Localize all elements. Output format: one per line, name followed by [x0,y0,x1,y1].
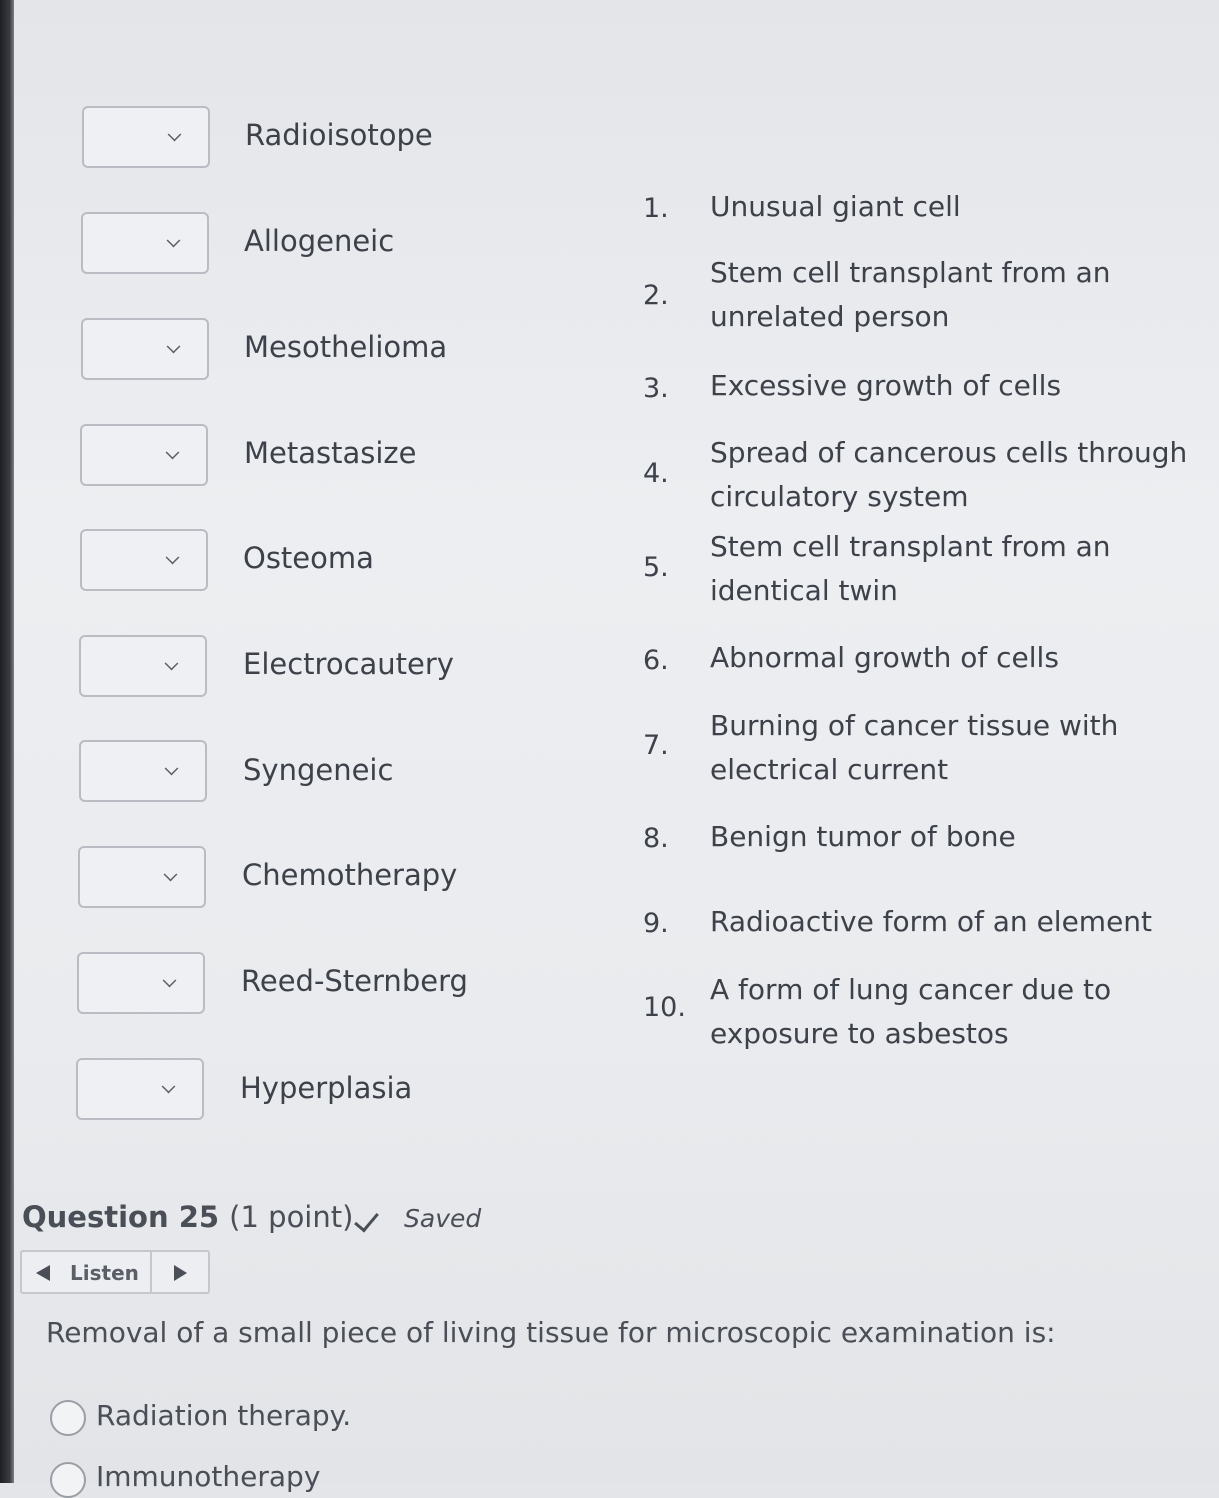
chevron-down-icon [164,868,178,882]
definition-number: 7. [643,730,669,761]
listen-button[interactable]: Listen [70,1261,139,1285]
play-icon[interactable] [174,1265,187,1281]
divider [150,1252,152,1292]
window-edge [0,0,14,1483]
chevron-down-icon [163,974,177,988]
chevron-down-icon [167,234,181,248]
chevron-down-icon [166,551,180,565]
chevron-down-icon [168,128,182,142]
chevron-down-icon [165,657,179,671]
definition-text: Benign tumor of bone [710,820,1016,853]
speaker-icon[interactable] [36,1265,50,1281]
chevron-down-icon [162,1080,176,1094]
definition-number: 4. [643,458,669,489]
definition-text: Abnormal growth of cells [710,641,1059,674]
question-points: (1 point) [229,1200,354,1234]
match-dropdown-7[interactable] [79,740,207,802]
definition-text: Excessive growth of cells [710,369,1062,402]
definition-number: 10. [643,992,686,1023]
term-label: Osteoma [243,541,374,575]
definition-text: Burning of cancer tissue with electrical current [710,709,1119,786]
definition-number: 8. [643,823,669,854]
definition-text: Unusual giant cell [710,190,961,223]
match-dropdown-2[interactable] [81,212,209,274]
check-icon [354,1207,379,1233]
match-dropdown-9[interactable] [77,952,205,1014]
definition-text: Spread of cancerous cells through circulatory system [710,436,1188,513]
option-label-2[interactable]: Immunotherapy [96,1460,321,1493]
match-dropdown-10[interactable] [76,1058,204,1120]
definition-number: 2. [643,280,669,311]
term-label: Allogeneic [244,224,395,258]
term-label: Metastasize [244,436,417,470]
term-label: Mesothelioma [244,330,448,364]
term-label: Syngeneic [243,753,394,787]
question-title [22,1200,353,1234]
term-label: Electrocautery [243,647,454,681]
option-radio-1[interactable] [50,1400,86,1436]
question-prompt: Removal of a small piece of living tissue for microscopic examination is: [46,1316,1056,1349]
match-dropdown-4[interactable] [80,424,208,486]
match-dropdown-8[interactable] [78,846,206,908]
option-label-1[interactable]: Radiation therapy. [96,1399,352,1432]
definition-number: 6. [643,645,669,676]
chevron-down-icon [165,762,179,776]
chevron-down-icon [166,446,180,460]
match-dropdown-1[interactable] [82,106,210,168]
chevron-down-icon [167,340,181,354]
listen-control [20,1250,210,1294]
definition-number: 5. [643,552,669,583]
term-label: Radioisotope [245,118,433,152]
definition-number: 1. [643,193,669,224]
definition-text: Radioactive form of an element [710,905,1153,938]
definition-text: A form of lung cancer due to exposure to asbestos [710,973,1112,1050]
match-dropdown-5[interactable] [80,529,208,591]
option-radio-2[interactable] [50,1462,86,1498]
definition-number: 3. [643,373,669,404]
match-dropdown-6[interactable] [79,635,207,697]
definition-number: 9. [643,908,669,939]
saved-status: Saved [404,1204,482,1233]
definition-text: Stem cell transplant from an identical twin [710,530,1111,607]
definition-text: Stem cell transplant from an unrelated person [710,256,1111,333]
match-dropdown-3[interactable] [81,318,209,380]
term-label: Chemotherapy [242,858,458,892]
term-label: Reed-Sternberg [241,964,468,998]
question-number: Question 25 [22,1200,220,1234]
term-label: Hyperplasia [240,1071,413,1105]
